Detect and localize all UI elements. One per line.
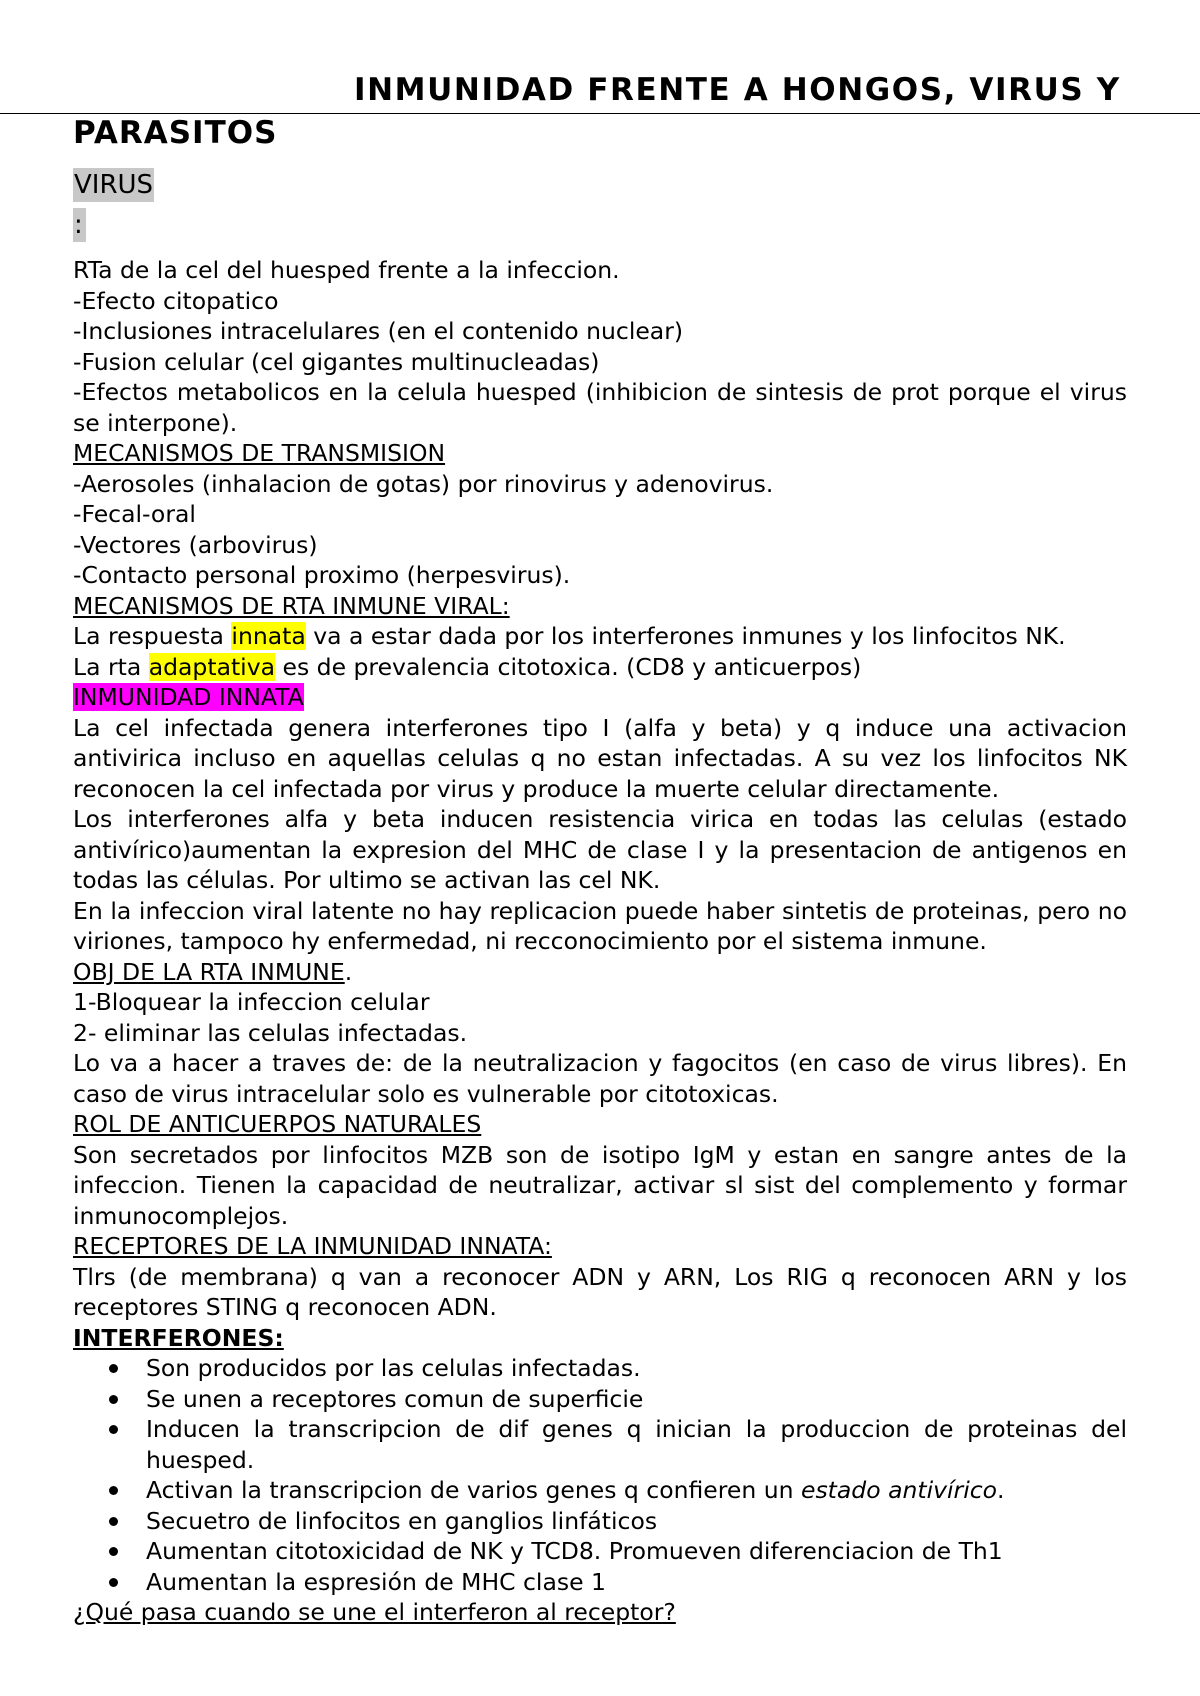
rta-adaptativa-pre: La rta bbox=[73, 652, 149, 681]
list-item-emphasis: estado antivírico bbox=[800, 1476, 998, 1504]
transmision-item: -Aerosoles (inhalacion de gotas) por rinovirus y adenovirus. bbox=[73, 469, 774, 498]
innata-paragraph-1: La cel infectada genera interferones tipo I (alfa y beta) y q induce una activacion antivirica incluso en aquellas celulas q no estan infectadas. A su vez los linfocitos NK reconocen la cel infectada por virus y produce la muerte celular directamente. bbox=[73, 713, 1127, 803]
intro-item: -Inclusiones intracelulares (en el contenido nuclear) bbox=[73, 317, 684, 345]
bullet-icon bbox=[109, 1425, 118, 1434]
heading-obj bbox=[73, 957, 1127, 988]
obj-paragraph: Lo va a hacer a traves de: de la neutralizacion y fagocitos (en caso de virus libres). En caso de virus intracelular solo es vulnerable por citotoxicas. bbox=[73, 1049, 1127, 1108]
heading-inmunidad-innata bbox=[73, 682, 1127, 713]
list-item-text-post: . bbox=[997, 1476, 1005, 1504]
transmision-item: -Vectores (arbovirus) bbox=[73, 530, 318, 559]
anticuerpos-paragraph: Son secretados por linfocitos MZB son de isotipo IgM y estan en sangre antes de la infeccion. Tienen la capacidad de neutralizar, activar sl sist del complemento y formar inmunocomplejos. bbox=[73, 1140, 1127, 1230]
intro-item: -Fusion celular (cel gigantes multinucleadas) bbox=[73, 347, 600, 376]
innata-paragraph-2: Los interferones alfa y beta inducen resistencia virica en todas las celulas (estado antivírico)aumentan la expresion del MHC de clase I y la presentacion de antigenos en todas las células. Por ultimo se activan las cel NK. bbox=[73, 805, 1127, 894]
bullet-icon bbox=[109, 1578, 118, 1587]
list-item bbox=[146, 1353, 1127, 1384]
list-item-text: Aumentan citotoxicidad de NK y TCD8. Promueven diferenciacion de Th1 bbox=[146, 1537, 1003, 1565]
list-item bbox=[146, 1414, 1127, 1475]
rta-adaptativa-post: es de prevalencia citotoxica. (CD8 y anticuerpos) bbox=[275, 652, 862, 681]
bullet-icon bbox=[109, 1395, 118, 1404]
list-item bbox=[146, 1475, 1127, 1506]
heading-interferones: INTERFERONES: bbox=[73, 1323, 284, 1352]
rta-adaptativa-line bbox=[73, 652, 1127, 683]
innata-paragraph-3: En la infeccion viral latente no hay replicacion puede haber sintetis de proteinas, pero no viriones, tampoco hy enfermedad, ni recconocimiento por el sistema inmune. bbox=[73, 896, 1127, 955]
obj-item: 2- eliminar las celulas infectadas. bbox=[73, 1018, 468, 1047]
intro-item: -Efectos metabolicos en la celula huesped (inhibicion de sintesis de prot porque el virus se interpone). bbox=[73, 378, 1127, 437]
list-item-text-pre: Activan la transcripcion de varios genes q confieren un bbox=[146, 1476, 801, 1504]
rta-innata-post: va a estar dada por los interferones inmunes y los linfocitos NK. bbox=[305, 622, 1066, 650]
rta-innata-line bbox=[73, 621, 1127, 652]
transmision-item: -Fecal-oral bbox=[73, 500, 196, 528]
list-item-text: Secuetro de linfocitos en ganglios linfáticos bbox=[146, 1506, 658, 1535]
bullet-icon bbox=[109, 1364, 118, 1373]
bullet-icon bbox=[109, 1517, 118, 1526]
section-label-virus bbox=[73, 168, 154, 202]
list-item bbox=[146, 1384, 1127, 1415]
obj-item: 1-Bloquear la infeccion celular bbox=[73, 988, 430, 1016]
question-line: ¿Qué pasa cuando se une el interferon al receptor? bbox=[73, 1598, 676, 1626]
title-line-1: INMUNIDAD FRENTE A HONGOS, VIRUS Y bbox=[354, 72, 1121, 108]
heading-anticuerpos: ROL DE ANTICUERPOS NATURALES bbox=[73, 1110, 482, 1138]
heading-receptores: RECEPTORES DE LA INMUNIDAD INNATA: bbox=[73, 1232, 552, 1260]
list-item-text: Son producidos por las celulas infectadas. bbox=[146, 1354, 641, 1382]
heading-inmunidad-innata-text: INMUNIDAD INNATA bbox=[73, 683, 304, 711]
highlight-adaptativa: adaptativa bbox=[148, 652, 276, 681]
bullet-icon bbox=[109, 1486, 118, 1495]
bullet-icon bbox=[109, 1547, 118, 1556]
title-line-2: PARASITOS bbox=[73, 115, 278, 151]
highlight-innata: innata bbox=[231, 622, 306, 650]
intro-item: -Efecto citopatico bbox=[73, 286, 279, 315]
rta-innata-pre: La respuesta bbox=[73, 622, 232, 650]
list-item bbox=[146, 1536, 1127, 1567]
receptores-paragraph: Tlrs (de membrana) q van a reconocer ADN y ARN, Los RIG q reconocen ARN y los receptores STING q reconocen ADN. bbox=[73, 1262, 1127, 1321]
intro-line: RTa de la cel del huesped frente a la infeccion. bbox=[73, 256, 620, 284]
list-item-text: Aumentan la espresión de MHC clase 1 bbox=[146, 1567, 606, 1596]
list-item-text: Inducen la transcripcion de dif genes q inician la produccion de proteinas del huesped. bbox=[146, 1415, 1127, 1474]
heading-rta-viral: MECANISMOS DE RTA INMUNE VIRAL: bbox=[73, 591, 510, 620]
heading-transmision: MECANISMOS DE TRANSMISION bbox=[73, 439, 446, 467]
section-colon-text: : bbox=[73, 208, 86, 242]
heading-obj-text: OBJ DE LA RTA INMUNE bbox=[73, 957, 345, 986]
list-item-text: Se unen a receptores comun de superficie bbox=[146, 1384, 644, 1413]
document-body bbox=[73, 255, 1127, 1628]
list-item bbox=[146, 1567, 1127, 1598]
transmision-item: -Contacto personal proximo (herpesvirus). bbox=[73, 561, 571, 589]
section-label-text: VIRUS bbox=[74, 170, 154, 200]
section-colon bbox=[73, 208, 86, 242]
interferones-list bbox=[73, 1353, 1127, 1597]
list-item bbox=[146, 1506, 1127, 1537]
heading-obj-suffix: . bbox=[344, 957, 353, 986]
